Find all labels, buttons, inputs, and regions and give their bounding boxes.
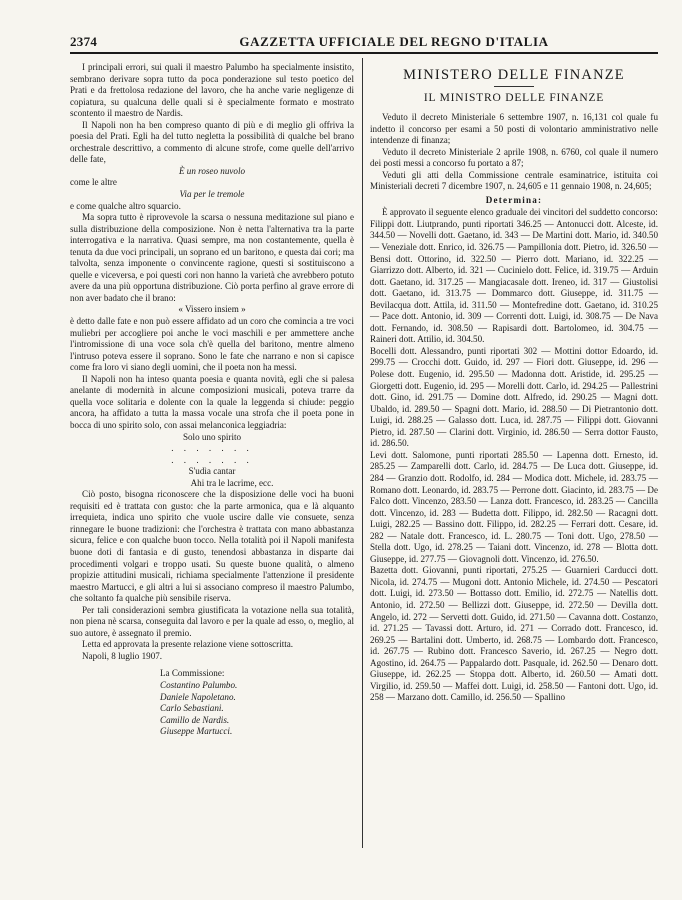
page-header xyxy=(70,34,658,54)
page-number: 2374 xyxy=(70,34,98,49)
signature: Camillo de Nardis. xyxy=(160,714,230,725)
commission-label: La Commissione: xyxy=(160,668,225,679)
paragraph: Veduti gli atti della Commissione centrale esaminatrice, istituita coi Ministeriali decreti 7 dicembre 1907, n. 24,605 e 11 gennaio 1908, n. 24,605; xyxy=(370,169,658,192)
verse-quote: È un roseo nuvolo xyxy=(178,165,246,176)
header-rule xyxy=(70,52,658,54)
paragraph: Letta ed approvata la presente relazione viene sottoscritta. xyxy=(82,639,294,650)
paragraph: Il Napoli non ha ben compreso quanto di più e di meglio gli offriva la poesia del Prati. Egli ha del tutto negletta la possibilità di qualche bel brano orchestrale descrittivo, a commento di alcune strofe, come quelle dell'arrivo delle fate, xyxy=(70,119,354,165)
verse-quote: Ahi tra le lacrime, ecc. xyxy=(190,477,274,488)
paragraph: è detto dalle fate e non può essere affidato ad un coro che comincia a tre voci muliebri per accogliere poi anche le voci maschili e per ammettere anche l'intromissione di una voce sola ch'è quella del baritono, mentre almeno l'intruso poteva essere il soprano. Sono le fate che narrano e non si capisce come fra loro vi siano degli uomini, che il poeta non ha messi. xyxy=(70,316,354,373)
verse-quote: S'udìa cantar xyxy=(188,466,236,477)
signature: Carlo Sebastiani. xyxy=(160,703,224,714)
paragraph: Per tali considerazioni sembra giustificata la votazione nella sua totalità, non piena nè scarsa, conseguita dal lavoro e per la quale ad esso, o, meglio, al suo autore, è assegnato il premio. xyxy=(70,604,354,638)
date-line: Napoli, 8 luglio 1907. xyxy=(82,650,163,661)
minister-heading: IL MINISTRO DELLE FINANZE xyxy=(423,92,605,104)
paragraph: I principali errori, sui quali il maestro Palumbo ha specialmente insistito, sembrano derivare sopra tutto da poca ponderazione sul testo poetico del Prati e da frettolosa redazione del lavoro, che ha anche varie negligenze di copiatura, su qualcuna delle quali si è specialmente formato e mostrato scontento il maestro de Nardis. xyxy=(70,62,354,119)
list-item: Bazetta dott. Giovanni, punti riportati, 275.25 — Guarnieri Carducci dott. Nicola, id. 274.75 — Mugoni dott. Antonio Michele, id. 274.50 — Pescatori dott. Luigi, id. 273.50 — Bottasso dott. Emilio, id. 272.75 — Natellis dott. Antonio, id. 272.50 — Bellizzi dott. Giuseppe, id. 272.50 — Devilla dott. Angelo, id. 272 — Servetti dott. Guido, id. 271.50 — Cavanna dott. Costanzo, id. 271.25 — Tavassi dott. Arturo, id. 271 — Corrado dott. Francesco, id. 269.25 — Bartalini dott. Umberto, id. 268.75 — Lombardo dott. Francesco, id. 267.75 — Rubino dott. Francesco Saverio, id. 267.25 — Negro dott. Agostino, id. 264.75 — Pappalardo dott. Pasquale, id. 262.50 — Denaro dott. Giuseppe, id. 262.25 — Stoppa dott. Alberto, id. 260.50 — Amati dott. Virgilio, id. 259.50 — Maffei dott. Luigi, id. 258.50 — Fantoni dott. Ugo, id. 258 — Marzano dott. Camillo, id. 256.50 — Spallino xyxy=(370,565,658,703)
column-divider xyxy=(362,58,363,848)
list-item: Levi dott. Salomone, punti riportati 285.50 — Lapenna dott. Ernesto, id. 285.25 — Zamparelli dott. Carlo, id. 284.75 — De Luca dott. Giuseppe, id. 284 — Granzio dott. Rodolfo, id. 284 — Modica dott. Michele, id. 283.75 — Romano dott. Leonardo, id. 283.75 — Perrone dott. Giacinto, id. 283.75 — De Falco dott. Vincenzo, 283.50 — Lanza dott. Francesco, id. 283.25 — Cancilla dott. Vincenzo, id. 283 — Budetta dott. Filippo, id. 282.50 — Racagni dott. Luigi, 282.25 — Bassino dott. Filippo, id. 282.25 — Ferrari dott. Cesare, id. 282 — Natale dott. Francesco, id. L. 280.75 — Toni dott. Ugo, 278.50 — Stella dott. Ugo, id. 278.25 — Taiani dott. Vincenzo, id. 278 — Blotta dott. Giuseppe, id. 277.75 — Giovagnoli dott. Vincenzo, id. 276.50. xyxy=(370,449,658,564)
paragraph: e come qualche altro squarcio. xyxy=(70,200,181,211)
verse-quote: Via per le tremole xyxy=(179,189,245,200)
right-column xyxy=(370,62,658,704)
left-column xyxy=(70,62,354,738)
signature: Costantino Palumbo. xyxy=(160,679,238,690)
paragraph: Ciò posto, bisogna riconoscere che la disposizione delle voci ha buoni requisiti ed è trattata con gusto: che la parte armonica, qua e là alquanto irrequieta, indica uno spirito che vuole uscire dalle vie consuete, senza rinnegare le buone tradizioni: che l'orchestra è trattata con mano abbastanza sicura, felice e con qualche buon tocco. Nella totalità poi il Napoli manifesta buone doti di fantasia e di gusto, tenendosi abbastanza in disparte dai procedimenti volgari e troppo usati. Su queste buone qualità, o almeno propizie attitudini musicali, richiama specialmente l'attenzione il presidente maestro Martucci, e gli altri a lui si associano compreso il maestro Palumbo, che soltanto fa qualche più sensibile riserva. xyxy=(70,489,354,604)
paragraph: Veduto il decreto Ministeriale 6 settembre 1907, n. 16,131 col quale fu indetto il concorso per esami a 50 posti di volontario amministrativo nelle intendenze di finanza; xyxy=(370,112,658,146)
signature: Daniele Napoletano. xyxy=(160,691,236,702)
determina-heading: Determina: xyxy=(485,194,543,205)
paragraph: Veduto il decreto Ministeriale 2 aprile 1908, n. 6760, col quale il numero dei posti messi a concorso fu portato a 87; xyxy=(370,146,658,169)
signature: Giuseppe Martucci. xyxy=(160,726,233,737)
paragraph: Ma sopra tutto è riprovevole la scarsa o nessuna meditazione sul piano e sulla distribuzione della composizione. Non è netta l'alternativa tra la parte interrogativa e la narrativa. Quasi sempre, ma non costantemente, quella è tenuta da due voci principali, un soprano ed un baritono, e questa dai cori; ma talvolta, senza imponente o convincente ragione, questi si sostituiscono a quelle e viceversa, e poi questi cori non hanno la varietà che avrebbero potuto avere da una più opportuna distribuzione. Ciò porta perfino al grave errore di non aver badato che il brano: xyxy=(70,212,354,303)
heading-rule xyxy=(494,86,534,87)
verse-quote: Solo uno spirito xyxy=(182,431,242,442)
ellipsis-line: . . . . . . . xyxy=(171,454,253,465)
paragraph: come le altre xyxy=(70,177,117,188)
verse-quote: « Vissero insiem » xyxy=(178,304,246,315)
paragraph: Il Napoli non ha inteso quanta poesia e quanta novità, egli che si palesa anelante di modernità in alcune composizioni musicali, poteva trarre da quella voce solitaria e dolente con la quale la leggenda si chiude: peggio ancora, ha affidato a tutta la massa vocale una strofa che il poeta pone in bocca di uno spirito solo, con assai melanconica leggiadria: xyxy=(70,373,354,430)
ellipsis-line: . . . . . . . xyxy=(171,443,253,454)
signature-block xyxy=(70,668,354,737)
list-item: Filippi dott. Liutprando, punti riportati 346.25 — Antonucci dott. Alceste, id. 344.50 — Novelli dott. Gaetano, id. 343 — De Martini dott. Mario, id. 340.50 — Veneziale dott. Enrico, id. 326.75 — Pampillonia dott. Pietro, id. 326.50 — Bensi dott. Ottorino, id. 322.50 — Pierro dott. Mariano, id. 322.25 — Giarrizzo dott. Alberto, id. 321 — Cucinielo dott. Felice, id. 319.75 — Arduin dott. Gaetano, id. 317.25 — Mangiacasale dott. Ireneo, id. 317 — Giustolisi dott. Gaetano, id. 313.75 — Dommarco dott. Giuseppe, id. 311.75 — Bevilacqua dott. Attila, id. 311.50 — Montefredine dott. Gaetano, id. 310.25 — Pace dott. Antonio, id. 309 — Correnti dott. Luigi, id. 308.75 — De Nava dott. Fernando, id. 308.50 — Rapisardi dott. Bartolomeo, id. 304.75 — Raineri dott. Attilio, id. 304.50. xyxy=(370,218,658,345)
list-item: Bocelli dott. Alessandro, punti riportati 302 — Mottini dottor Edoardo, id. 299.75 — Crocchi dott. Guido, id. 297 — Fiori dott. Giuseppe, id. 296 — Polese dott. Eugenio, id. 295.50 — Madonna dott. Aristide, id. 295.25 — Giorgetti dott. Eugenio, id. 295 — Morelli dott. Carlo, id. 294.25 — Pallestrini dott. Gino, id. 291.75 — Domine dott. Alfredo, id. 290.25 — Magni dott. Ubaldo, id. 289.50 — Spagni dott. Mario, id. 288.50 — Di Pietrantonio dott. Luigi, id. 288.25 — Galasso dott. Luca, id. 287.75 — Filippi dott. Giovanni Pietro, id. 287.50 — Clarini dott. Virginio, id. 286.50 — Serra dottor Fausto, id. 286.50. xyxy=(370,345,658,449)
paragraph: È approvato il seguente elenco graduale dei vincitori del suddetto concorso: xyxy=(382,207,658,218)
publication-title: GAZZETTA UFFICIALE DEL REGNO D'ITALIA xyxy=(239,34,549,49)
ministry-heading: MINISTERO DELLE FINANZE xyxy=(403,67,625,83)
